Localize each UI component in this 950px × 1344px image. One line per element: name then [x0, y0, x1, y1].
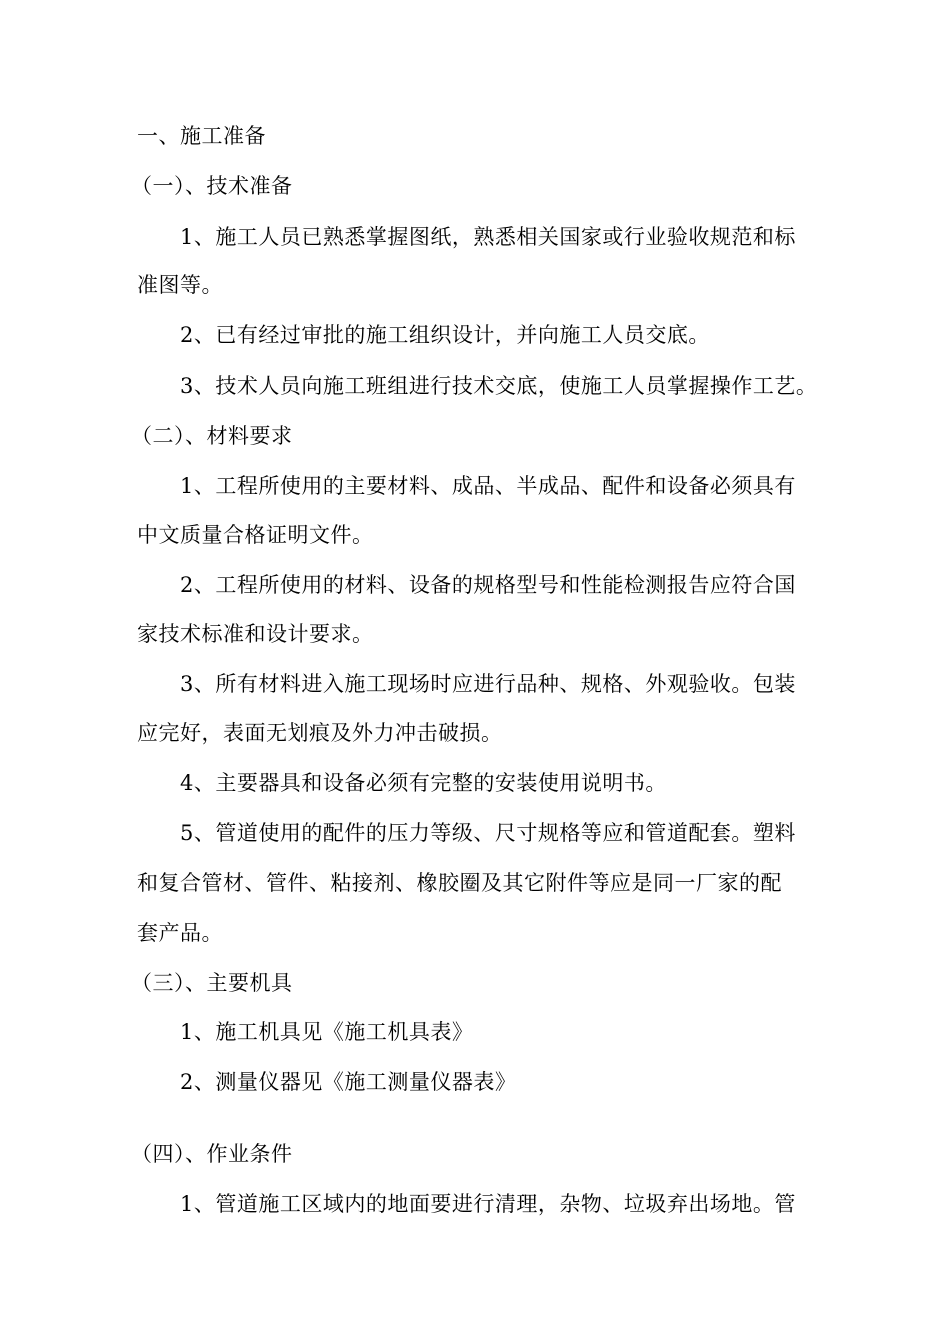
- paragraph-line: 和复合管材、管件、粘接剂、橡胶圈及其它附件等应是同一厂家的配: [137, 871, 782, 895]
- subsection-heading: （一）、技术准备: [131, 174, 293, 198]
- paragraph-line: 套产品。: [137, 921, 223, 945]
- paragraph-line: 5、管道使用的配件的压力等级、尺寸规格等应和管道配套。塑料: [180, 821, 796, 845]
- subsection-heading: （二）、材料要求: [131, 424, 293, 448]
- paragraph-line: 1、施工机具见《施工机具表》: [180, 1020, 474, 1044]
- subsection-heading: （四）、作业条件: [131, 1142, 293, 1166]
- section-heading: 一、施工准备: [137, 124, 266, 148]
- paragraph-line: 4、主要器具和设备必须有完整的安装使用说明书。: [180, 771, 667, 795]
- paragraph-line: 应完好，表面无划痕及外力冲击破损。: [137, 721, 503, 745]
- paragraph-line: 中文质量合格证明文件。: [137, 523, 374, 547]
- paragraph-line: 家技术标准和设计要求。: [137, 622, 374, 646]
- paragraph-line: 2、测量仪器见《施工测量仪器表》: [180, 1070, 517, 1094]
- subsection-heading: （三）、主要机具: [131, 971, 293, 995]
- paragraph-line: 准图等。: [137, 273, 223, 297]
- paragraph-line: 1、管道施工区域内的地面要进行清理，杂物、垃圾弃出场地。管: [180, 1192, 796, 1216]
- paragraph-line: 3、技术人员向施工班组进行技术交底，使施工人员掌握操作工艺。: [180, 374, 818, 398]
- paragraph-line: 2、已有经过审批的施工组织设计，并向施工人员交底。: [180, 323, 710, 347]
- paragraph-line: 1、工程所使用的主要材料、成品、半成品、配件和设备必须具有: [180, 474, 796, 498]
- paragraph-line: 2、工程所使用的材料、设备的规格型号和性能检测报告应符合国: [180, 573, 796, 597]
- paragraph-line: 1、施工人员已熟悉掌握图纸，熟悉相关国家或行业验收规范和标: [180, 225, 796, 249]
- paragraph-line: 3、所有材料进入施工现场时应进行品种、规格、外观验收。包装: [180, 672, 796, 696]
